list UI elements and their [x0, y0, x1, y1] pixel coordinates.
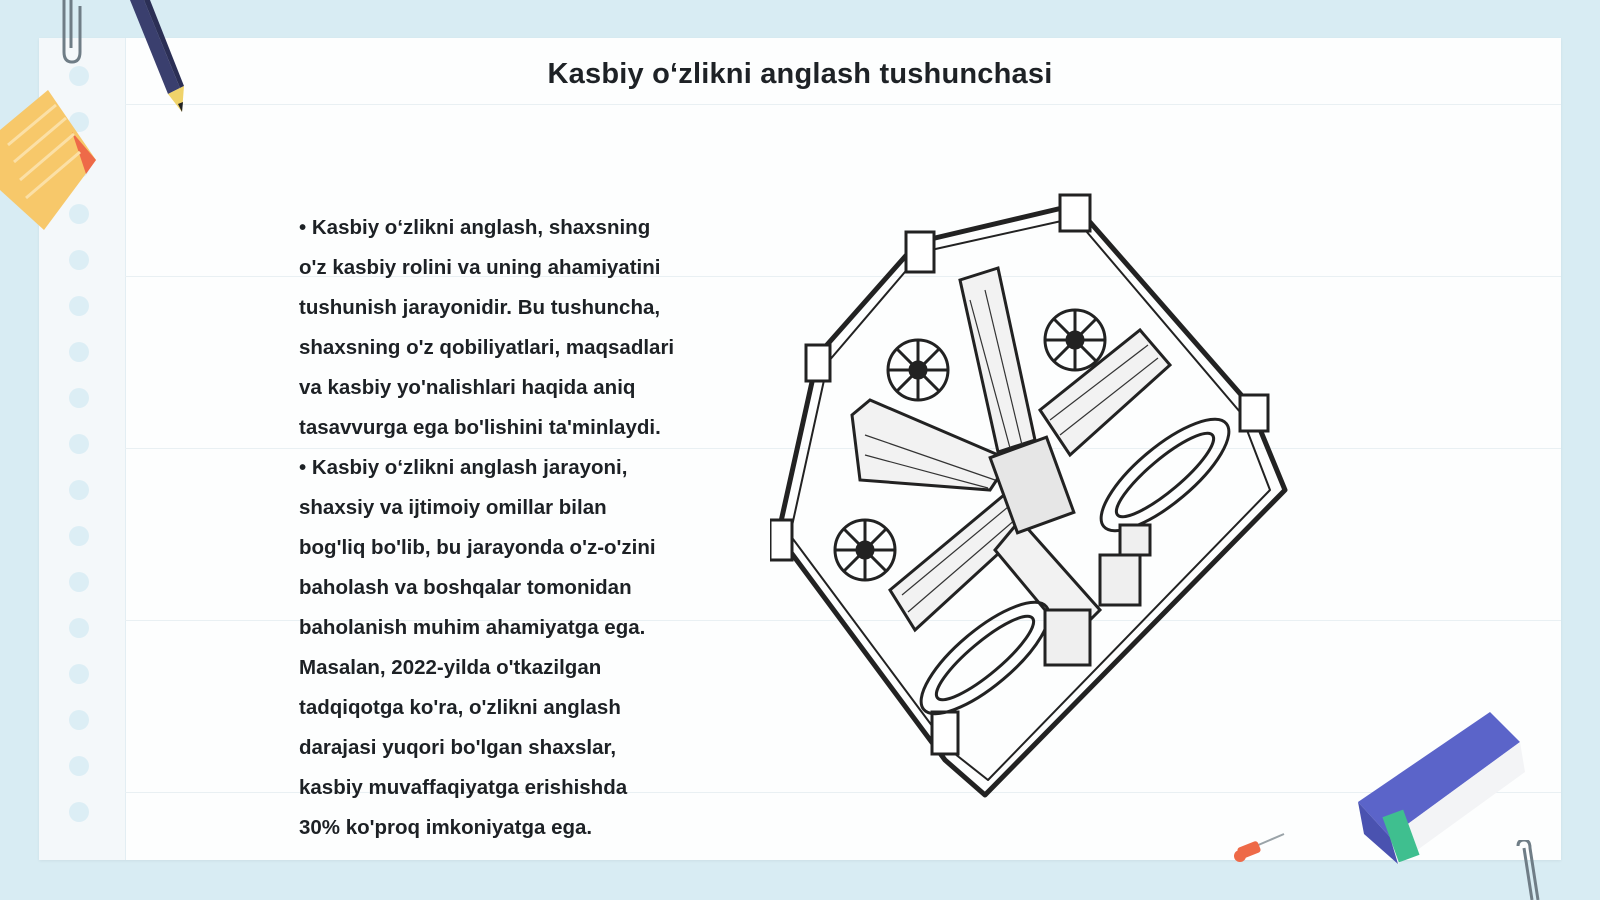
body-line: tadqiqotga ko'ra, o'zlikni anglash	[299, 696, 621, 719]
slide-title: Kasbiy o‘zlikni anglash tushunchasi	[547, 58, 1053, 90]
notebook-hole	[69, 296, 89, 316]
body-line: 30% ko'proq imkoniyatga ega.	[299, 816, 593, 839]
pencil-icon	[122, 0, 192, 120]
notebook-hole	[69, 342, 89, 362]
body-line: tasavvurga ega bo'lishini ta'minlaydi.	[299, 416, 661, 439]
notebook-hole	[69, 572, 89, 592]
paperclip-icon	[50, 0, 90, 66]
notebook-hole	[69, 526, 89, 546]
body-line: shaxsiy va ijtimoiy omillar bilan	[299, 496, 607, 519]
body-line: tushunish jarayonidir. Bu tushuncha,	[299, 296, 661, 319]
notebook-hole	[69, 756, 89, 776]
body-line: • Kasbiy o‘zlikni anglash, shaxsning	[299, 216, 651, 239]
body-text	[299, 208, 719, 848]
notebook-hole	[69, 480, 89, 500]
body-line: kasbiy muvaffaqiyatga erishishda	[299, 776, 628, 799]
paperclip-icon	[1510, 840, 1546, 900]
body-line: baholanish muhim ahamiyatga ega.	[299, 616, 646, 639]
body-line: baholash va boshqalar tomonidan	[299, 576, 632, 599]
notebook-hole	[69, 802, 89, 822]
body-line: bog'liq bo'lib, bu jarayonda o'z-o'zini	[299, 536, 656, 559]
body-line: va kasbiy yo'nalishlari haqida aniq	[299, 376, 636, 399]
body-line: Masalan, 2022-yilda o'tkazilgan	[299, 656, 602, 679]
sticky-note-icon	[0, 90, 100, 235]
notebook-hole	[69, 250, 89, 270]
prison-illustration	[770, 190, 1310, 830]
body-line: • Kasbiy o‘zlikni anglash jarayoni,	[299, 456, 628, 479]
pushpin-icon	[1232, 830, 1292, 875]
notebook-hole	[69, 664, 89, 684]
notebook-hole	[69, 434, 89, 454]
notebook-hole	[69, 710, 89, 730]
notebook-hole	[69, 618, 89, 638]
page-rule	[125, 104, 1561, 105]
body-line: shaxsning o'z qobiliyatlari, maqsadlari	[299, 336, 675, 359]
body-line: o'z kasbiy rolini va uning ahamiyatini	[299, 256, 661, 279]
notebook-hole	[69, 388, 89, 408]
book-icon	[1350, 712, 1530, 872]
body-line: darajasi yuqori bo'lgan shaxslar,	[299, 736, 617, 759]
